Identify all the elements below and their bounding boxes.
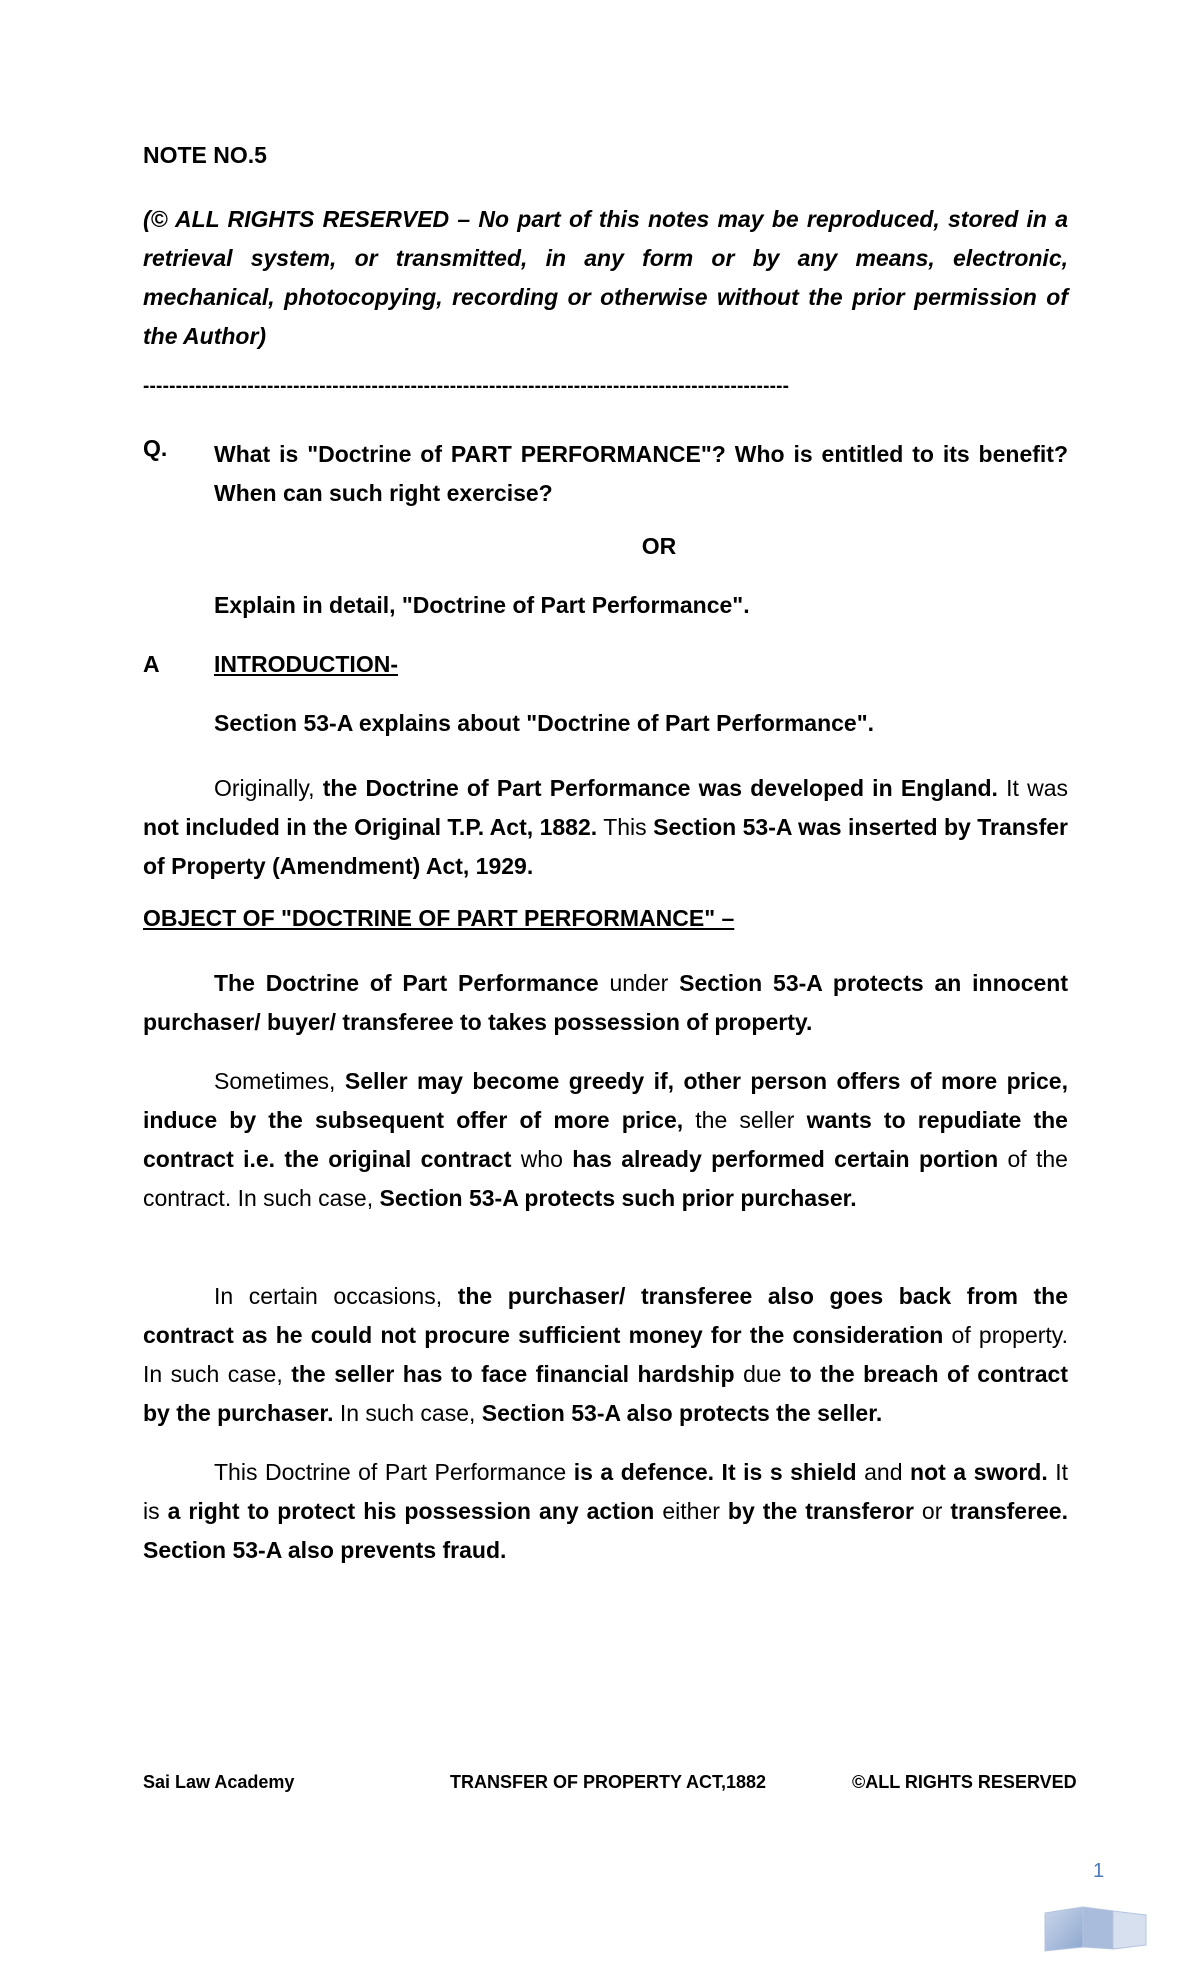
page-number: 1 [1093,1860,1105,1882]
question-label: Q. [143,435,168,461]
section-line: Section 53-A explains about "Doctrine of Part Performance". [214,710,875,736]
footer-act-title: TRANSFER OF PROPERTY ACT,1882 [450,1772,767,1792]
paragraph-purchaser: In certain occasions, the purchaser/ transferee also goes back from the contract as he could not procure sufficient money for the consideration of property. In such case, the seller has to face financial hardship due to the breach of contract by the purchaser. In such case, Section 53-A also protects the seller. [143,1283,1068,1426]
separator-line: --------------------------------------------------------------------------------------------------- [143,376,790,397]
question-text: What is "Doctrine of PART PERFORMANCE"? Who is entitled to its benefit? When can such right exercise? [214,441,1068,506]
or-divider: OR [641,533,677,559]
answer-label: A [143,651,160,677]
footer-academy: Sai Law Academy [143,1772,295,1792]
alternate-question: Explain in detail, "Doctrine of Part Performance". [214,592,750,618]
introduction-heading: INTRODUCTION- [214,651,398,677]
paragraph-defence: This Doctrine of Part Performance is a defence. It is s shield and not a sword. It is a right to protect his possession any action either by the transferor or transferee. Section 53-A also prevents fraud. [143,1459,1069,1563]
note-title: NOTE NO.5 [143,142,267,168]
paragraph-object: The Doctrine of Part Performance under Section 53-A protects an innocent purchaser/ buyer/ transferee to takes possession of property. [143,970,1068,1035]
page-curl-icon [1043,1905,1148,1955]
copyright-notice: (© ALL RIGHTS RESERVED – No part of this notes may be reproduced, stored in a retrieval system, or transmitted, in any form or by any means, electronic, mechanical, photocopying, recording or otherwise without the prior permission of the Author) [143,206,1068,349]
paragraph-origin: Originally, the Doctrine of Part Performance was developed in England. It was not included in the Original T.P. Act, 1882. This Section 53-A was inserted by Transfer of Property (Amendment) Act, 1929. [143,775,1069,879]
paragraph-seller: Sometimes, Seller may become greedy if, other person offers of more price, induce by the subsequent offer of more price, the seller wants to repudiate the contract i.e. the original contract who has already performed certain portion of the contract. In such case, Section 53-A protects such prior purchaser. [143,1068,1068,1211]
footer-rights: ©ALL RIGHTS RESERVED [852,1772,1077,1792]
object-heading: OBJECT OF "DOCTRINE OF PART PERFORMANCE" – [143,905,735,931]
